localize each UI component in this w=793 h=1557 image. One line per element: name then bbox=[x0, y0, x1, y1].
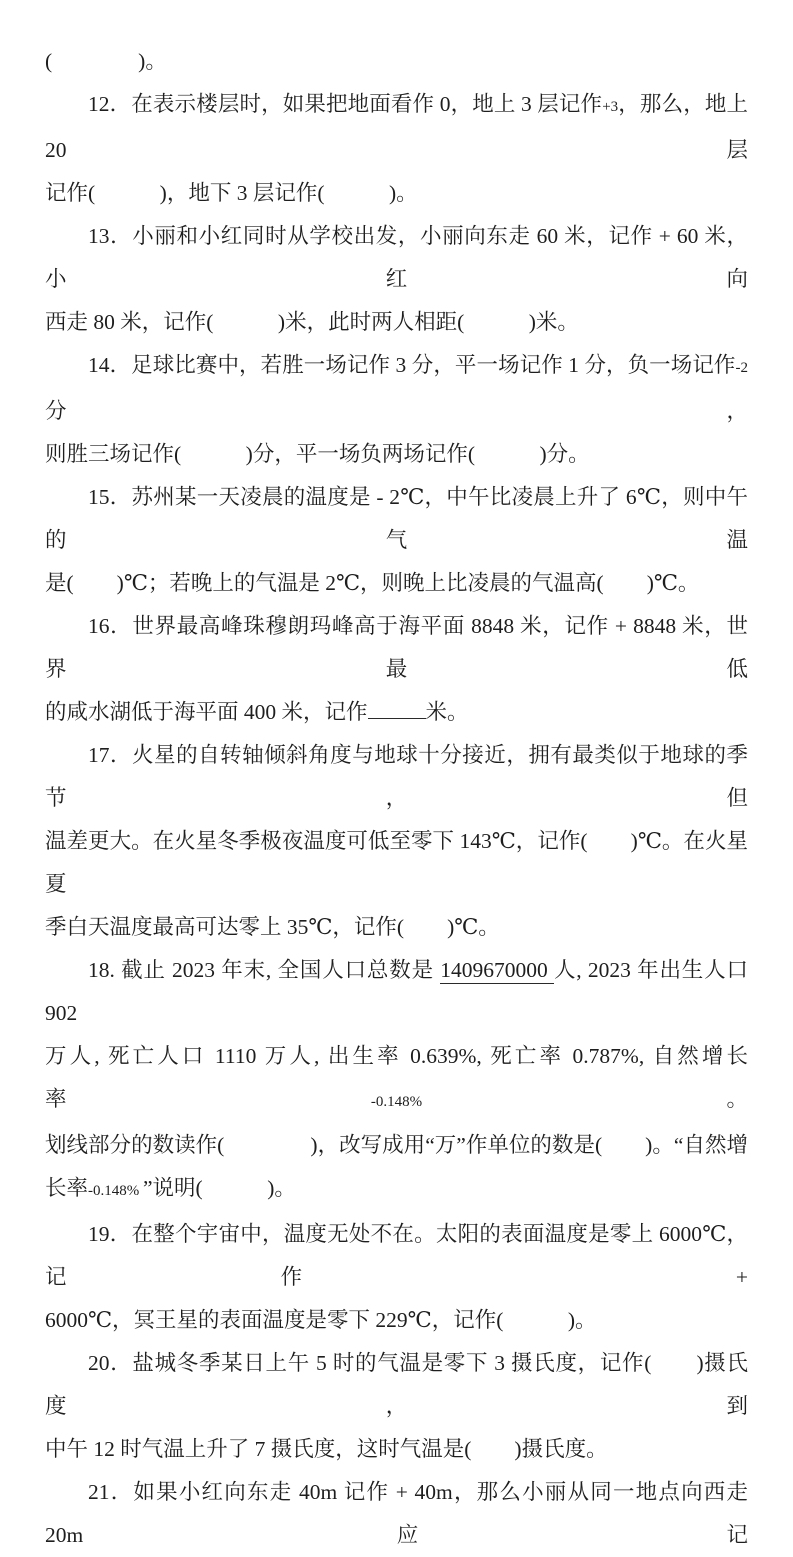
text-segment: 则胜三场记作( )分，平一场负两场记作( )分。 bbox=[45, 442, 590, 466]
text-segment: 万人, 死亡人口 1110 万人, 出生率 0.639%, 死亡率 0.787%, 自然增长率 bbox=[45, 1044, 748, 1111]
text-segment: 18. 截止 2023 年末, 全国人口总数是 bbox=[88, 958, 441, 982]
text-segment: 中午 12 时气温上升了 7 摄氏度，这时气温是( )摄氏度。 bbox=[45, 1437, 608, 1461]
text-line bbox=[45, 1428, 748, 1471]
text-segment: 6000℃，冥王星的表面温度是零下 229℃，记作( )。 bbox=[45, 1308, 597, 1332]
underlined-number: 1409670000 bbox=[440, 958, 554, 982]
text-segment: ，那么，地上 20 层 bbox=[45, 92, 754, 162]
question-paragraph-q15 bbox=[45, 476, 748, 605]
text-line bbox=[45, 1035, 748, 1124]
text-segment: 分， bbox=[45, 353, 754, 423]
text-segment: 15．苏州某一天凌晨的温度是 - 2℃，中午比凌晨上升了 6℃，则中午的气温 bbox=[45, 485, 748, 552]
question-paragraph-q16 bbox=[45, 605, 748, 734]
small-number: +3 bbox=[602, 99, 619, 115]
text-line bbox=[45, 1124, 748, 1167]
worksheet-content bbox=[45, 40, 754, 1557]
text-line bbox=[45, 734, 748, 820]
text-line bbox=[45, 562, 748, 605]
text-segment: 长率 bbox=[45, 1176, 89, 1200]
text-segment: 19．在整个宇宙中，温度无处不在。太阳的表面温度是零上 6000℃，记作 + bbox=[45, 1222, 748, 1289]
text-line bbox=[45, 1213, 748, 1299]
small-number: -2 bbox=[735, 360, 748, 376]
text-segment: 温差更大。在火星冬季极夜温度可低至零下 143℃，记作( )℃。在火星夏 bbox=[45, 829, 748, 896]
text-segment: 20．盐城冬季某日上午 5 时的气温是零下 3 摄氏度，记作( )摄氏度，到 bbox=[45, 1351, 748, 1418]
text-line bbox=[45, 40, 748, 83]
question-paragraph-q14 bbox=[45, 344, 754, 476]
text-segment: 季白天温度最高可达零上 35℃，记作( )℃。 bbox=[45, 915, 500, 939]
text-line bbox=[45, 906, 748, 949]
text-line bbox=[45, 83, 754, 172]
text-segment: 划线部分的数读作( )，改写成用“万”作单位的数是( )。“自然增 bbox=[45, 1133, 748, 1157]
text-line bbox=[45, 1167, 748, 1213]
question-paragraph-q13 bbox=[45, 215, 748, 344]
text-line bbox=[45, 949, 754, 1035]
text-segment: 西走 80 米，记作( )米，此时两人相距( )米。 bbox=[45, 310, 579, 334]
text-line bbox=[45, 301, 748, 344]
question-paragraph-q18 bbox=[45, 949, 754, 1213]
text-line bbox=[45, 344, 754, 433]
text-line bbox=[45, 820, 748, 906]
text-segment: 。 bbox=[422, 1087, 748, 1111]
question-paragraph-q19 bbox=[45, 1213, 748, 1342]
text-line bbox=[45, 1342, 748, 1428]
text-segment: 13．小丽和小红同时从学校出发，小丽向东走 60 米，记作 + 60 米，小红向 bbox=[45, 224, 748, 291]
text-segment: 14．足球比赛中，若胜一场记作 3 分，平一场记作 1 分，负一场记作 bbox=[88, 353, 736, 377]
text-line bbox=[45, 172, 748, 215]
text-segment: 17．火星的自转轴倾斜角度与地球十分接近，拥有最类似于地球的季节，但 bbox=[45, 743, 748, 810]
question-paragraph-q21 bbox=[45, 1471, 754, 1557]
question-paragraph-q17 bbox=[45, 734, 748, 949]
question-paragraph-q11-continuation bbox=[45, 40, 748, 83]
text-line bbox=[45, 691, 748, 734]
text-line bbox=[45, 476, 748, 562]
text-segment: 是( )℃；若晚上的气温是 2℃，则晚上比凌晨的气温高( )℃。 bbox=[45, 571, 700, 595]
text-segment: 米。 bbox=[425, 700, 469, 724]
small-number: -0.148% bbox=[370, 1094, 423, 1110]
question-paragraph-q12 bbox=[45, 83, 754, 215]
text-line bbox=[45, 433, 748, 476]
text-segment: ”说明( )。 bbox=[143, 1176, 296, 1200]
text-segment: 12．在表示楼层时，如果把地面看作 0，地上 3 层记作 bbox=[88, 92, 603, 116]
text-segment: ( )。 bbox=[45, 49, 167, 73]
text-line bbox=[45, 215, 748, 301]
small-number: -0.148% bbox=[88, 1183, 144, 1199]
text-segment: 21．如果小红向东走 40m 记作 + 40m，那么小丽从同一地点向西走 20m 应记 bbox=[45, 1480, 754, 1547]
text-segment: 的咸水湖低于海平面 400 米，记作 bbox=[45, 700, 368, 724]
text-segment: 记作( )，地下 3 层记作( )。 bbox=[45, 181, 418, 205]
question-paragraph-q20 bbox=[45, 1342, 748, 1471]
text-line bbox=[45, 1299, 748, 1342]
text-segment: 16．世界最高峰珠穆朗玛峰高于海平面 8848 米，记作 + 8848 米，世界最低 bbox=[45, 614, 748, 681]
text-line bbox=[45, 605, 748, 691]
text-line bbox=[45, 1471, 754, 1557]
text-segment: 人, 2023 年出生人口 902 bbox=[45, 958, 754, 1025]
blank-underline bbox=[368, 698, 426, 719]
